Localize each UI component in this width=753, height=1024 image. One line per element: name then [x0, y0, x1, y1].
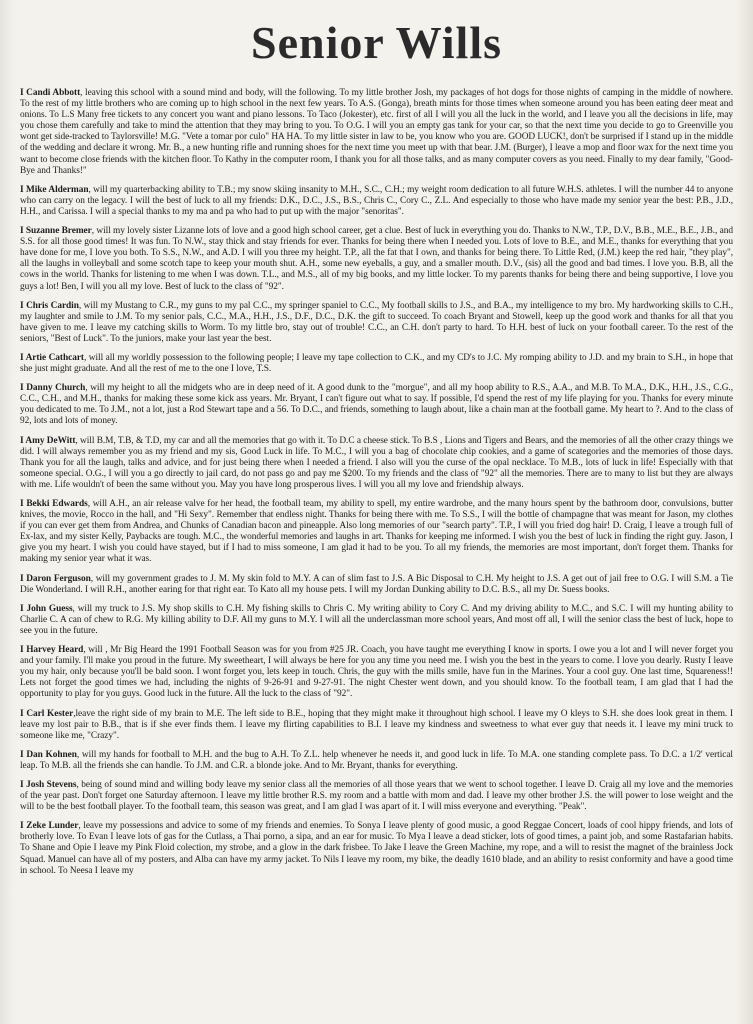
- will-text: , will my truck to J.S. My shop skills to C.H. My fishing skills to Chris C. My writing ability to Cory C. And my driving ability to M.C., and S.C. I will my hunting ability to Charlie C. A can of chew to R.G. My killing ability to D.F. All my guns to M.Y. I will all the underclassman more school years, And most off all, I will the senior class the best of luck, hope to see you in the future.: [20, 603, 733, 636]
- will-paragraph: [20, 301, 733, 345]
- page-title: Senior Wills: [250, 17, 503, 68]
- senior-name: I Artie Cathcart: [20, 352, 84, 363]
- senior-name: I Daron Ferguson: [20, 573, 91, 584]
- will-paragraph: [20, 709, 733, 742]
- will-text: , will my height to all the midgets who are in deep need of it. A good dunk to the "morgue", and all my hoop ability to R.S., A.A., and M.B. To M.A., D.K., H.H., J.S., C.G., C.C., C.H., and M.H., thanks for making these some kick ass years. Mr. Bryant, I can't figure out what to say. If possible, I'd spend the rest of my life playing for you. Thanks for every minute you dedicated to me. To J.M., not a lot, just a Rod Stewart tape and a 56. To D.C., and friends, something to laugh about, like a chain man at the football game. My heart to ?. And to the class of 92, lots and lots of money.: [20, 383, 733, 427]
- senior-name: I Danny Church: [20, 383, 86, 394]
- will-paragraph: [20, 574, 733, 596]
- will-paragraph: [20, 436, 733, 491]
- will-text: ,leave the right side of my brain to M.E. The left side to B.E., hoping that they might make it throughout high school. I leave my O kleys to S.H. she does look great in them. I leave my lost pair to B.B., that is if she ever finds them. I leave my flirting capabilities to B.I. I leave my kindness and sweetness to what ever guy that needs it. I leave my mini truck to someone like me, "Crazy".: [20, 708, 734, 741]
- senior-name: I Amy DeWitt: [20, 435, 76, 446]
- senior-name: I Suzanne Bremer: [20, 226, 92, 237]
- senior-name: I Josh Stevens: [20, 779, 77, 790]
- senior-name: I Zeke Lunder: [20, 821, 79, 832]
- will-text: , will B.M, T.B, & T.D, my car and all the memories that go with it. To D.C a cheese stick. To B.S , Lions and Tigers and Bears, and the memories of all the other crazy things we did. I will always remember you as my friend and my sis, Good Luck in life. To M.C., I will you a bag of chocolate chip cookies, and a game of scategories and the memories of those days. Thank you for all the laugh, talks and advice, and for just being there when I needed a friend. I also will you the curse of the opal necklace. To M.B., lots of luck in life! Especially with that someone special. O.G., I will you a go directly to jail card, do not pass go and pay me $200. To my friends and the class of "92" all the memories. There are to many to list but they are always with me. Life wouldn't of been the same without you. May you have long prosperous lives. I will you all my love and friendship always.: [20, 435, 733, 490]
- will-text: , will my lovely sister Lizanne lots of love and a good high school career, get a clue. Best of luck in everything you do. Thanks to N.W., T.P., D.V., B.B., M.E., B.E., J.B., and S.S. for all those good times! It was fun. To N.W., stay thick and stay friends for ever. Thanks for being there when I needed you. Lots of love to B.E., and M.E., thanks for everything that you have done for me, I love you both. To S.S., N.W., and A.D. I will you three my height. T.P., all the fat that I own, and thanks for being there. To Little Red, (J.M.) keep the red hair, "they play", all the laughs in volleyball and some scotch tape to keep your mouth shut. A.H., some new eyeballs, a guy, and a smaller mouth. D.V., (sis) all the good and bad times. I love you. B.B, all the cows in the world. Thanks for listening to me when I was down. T.L., and M.S., all of my big books, and my little locker. To my parents thanks for being there and being supportive, I love you guys a lot! Ben, I will you all my love. Best of luck to the class of "92".: [20, 226, 733, 292]
- will-text: , will my quarterbacking ability to T.B.; my snow skiing insanity to M.H., S.C., C.H.; my weight room dedication to all future W.H.S. athletes. I will the number 44 to anyone who can carry on the legacy. I will the best of luck to all my friends: D.K., D.C., J.S., B.S., Chris C., Cory C., Z.L. And especially to those who have made my senior year the best: P.B., J.D., H.H., and Carissa. I will a special thanks to my ma and pa who had to put up with the major "senoritas".: [20, 184, 733, 217]
- will-text: , will my government grades to J. M. My skin fold to M.Y. A can of slim fast to J.S. A Bic Disposal to C.H. My height to J.S. A get out of jail free to O.G. I will S.M. a Tie Die Wonderland. I will R.H., another earing for that right ear. To Kato all my house pets. I will my Jordan Dunking ability to D.C. B.S., all my Dr. Suess books.: [20, 573, 733, 595]
- senior-name: I Bekki Edwards: [20, 499, 88, 509]
- will-text: , leave my possessions and advice to some of my friends and enemies. To Sonya I leave plenty of good music, a good Reggae Concert, loads of cool hippy friends, and lots of brotherly love. To Evan I leave lots of gas for the Cutlass, a Thai porno, a sipa, and an ear for music. To Mya I leave a dead sticker, lots of good times, a paint job, and some Rastafarian habits. To Shane and Opie I leave my Pink Floid colection, my strobe, and a glow in the dark frisbee. To Jake I leave the Green Machine, my rope, and a will to resist the magnet of the brainless Jock Squad. Manuel can have all of my posters, and Alba can have my army jacket. To Nils I leave my room, my bike, the deadly 1610 blade, and an ability to resist conformity and have a good time in school. To Neesa I leave my: [20, 821, 733, 876]
- will-paragraph: [20, 226, 733, 293]
- will-paragraph: [20, 499, 733, 566]
- senior-name: I John Guess: [20, 603, 73, 614]
- will-text: , will , Mr Big Heard the 1991 Football Season was for you from #25 JR. Coach, you have taught me everything I know in sports. I owe you a lot and I will never forget you and your family. I'll make you proud in the future. My sweetheart, I will always be here for you any time you need me. I wish you the best in the years to come. I love you dearly. Rusty I leave you my hair, only because you'll be bald soon. I wont forget you, lets keep in touch. Chris, the guy with the mills smile, have fun in the Marines. Your a cool guy. One last time, Squareness!! Lets not forget the good times we had, including the nights of 9-26-91 and 9-27-91. The night Chester went down, and you should know. To the football team, I am glad that I had the opportunity to play for you guys. Good luck in the future. All the luck to the class of "92".: [20, 645, 733, 700]
- senior-name: I Harvey Heard: [20, 645, 84, 656]
- will-paragraph: [20, 383, 733, 427]
- will-text: , leaving this school with a sound mind and body, will the following. To my little brother Josh, my packages of hot dogs for those nights of camping in the middle of nowhere. To the rest of my little brothers who are coming up to high school in the next few years. To A.S. (Gonga), breath mints for those times when someone around you has been eating deer meat and onions. To L.S Many free tickets to any concert you want and piano lessons. To Taco (Jokester), etc. first of all I will you all the luck in the world, and I leave you all the decisions in life, may you chose them carefully and take to mind the attention that they may bring to you. To O.G. I will you an empty gas tank for your car, so that the next time you decide to go to Greenville you wont get side-tracked to Taylorsville! M.G. "Vete a tomar por culo" HA HA. To my little sister in law to be, you know who you are. GOOD LUCK!, don't be surprised if I stand up in the middle of the wedding and declare it wrong. Mr. B., a new hunting rifle and running shoes for the next time you meet up with that bear. J.M. (Burger), I leave a mop and floor wax for the next time you want to become close friends with the kitchen floor. To Kathy in the computer room, I thank you for all those talks, and as many computer covers as you need. Finally to my dear family, "Good-Bye and Thanks!": [20, 88, 733, 176]
- will-paragraph: [20, 821, 733, 876]
- senior-name: I Carl Kester: [20, 708, 74, 719]
- wills-body: [20, 88, 733, 885]
- will-paragraph: [20, 88, 733, 177]
- will-text: , being of sound mind and willing body leave my senior class all the memories of all those years that we went to school together. I leave D. Craig all my love and the memories of the year past. Don't forget one Saturday afternoon. I leave my little brother R.S. my room and a battle with mom and dad. I leave my other brother J.S. the will power to lose weight and the will to be the best football player. To the football team, this season was great, and I am glad I was apart of it. I will miss everyone and everything. "Peak".: [20, 779, 733, 813]
- will-paragraph: [20, 750, 733, 772]
- will-paragraph: [20, 353, 733, 375]
- senior-name: I Mike Alderman: [20, 184, 89, 195]
- will-paragraph: [20, 780, 733, 813]
- will-paragraph: [20, 645, 733, 700]
- will-text: , will my hands for football to M.H. and the bug to A.H. To Z.L. help whenever he needs it, and good luck in life. To M.A. one standing complete pass. To D.C. a 1/2' vertical leap. To M.B. all the friends she can handle. To J.M. and C.R. a blonde joke. And to Mr. Bryant, thanks for everything.: [20, 749, 733, 771]
- will-text: , will all my worldly possession to the following people; I leave my tape collection to C.K., and my CD's to J.C. My romping ability to J.D. and my brain to S.H., in hope that she just might graduate. And all the rest of me to the one I love, T.S.: [20, 352, 733, 375]
- will-paragraph: [20, 604, 733, 637]
- senior-name: I Dan Kohnen: [20, 749, 77, 760]
- senior-name: I Chris Cardin: [20, 300, 79, 311]
- will-text: , will A.H., an air release valve for her head, the football team, my ability to spell, my entire wardrobe, and the many hours spent by the bathroom door, convulsions, butter knives, the movie, Rocco in the hall, and "Hi Sexy". Remember that endless night. Thanks for being there with me. To S.S., I will the bottle of champagne that was meant for Jason, my clothes if you can ever get them from Andrea, and Chunks of Canadian bacon and pineapple. Also long memories of our "search party". T.P., I will you fried dog hair! D. Craig, I leave a trough full of Ex-lax, and my sister Kelly, Paybacks are tough. M.C., the wonderful memories and laughs in art. Thanks for keeping me informed. I wish you the best of luck in finding the right guy. Jason, I give you my heart. I wish you could have stayed, but if I had to miss someone, I am glad it had to be you. To all my friends, the memories are most important, don't forget them. Thanks for making my senior year what it was.: [20, 499, 733, 565]
- will-text: , will my Mustang to C.R., my guns to my pal C.C., my springer spaniel to C.C., My football skills to J.S., and B.A., my intelligence to my bro. My hardworking skills to C.H., my laughter and smile to J.M. To my senior pals, C.C., M.A., H.H., J.S., D.F., D.C., D.K. the gift to succeed. To coach Bryant and Stowell, keep up the good work and thanks for all that you have given to me. I leave my catching skills to Worm. To my little bro, stay out of trouble! C.C., an C.H. don't party to hard. To H.H. best of luck on your football career. To the rest of the seniors, "Best of Luck". To the juniors, make your last year the best.: [20, 300, 733, 344]
- senior-name: I Candi Abbott: [20, 88, 81, 98]
- will-paragraph: [20, 185, 733, 218]
